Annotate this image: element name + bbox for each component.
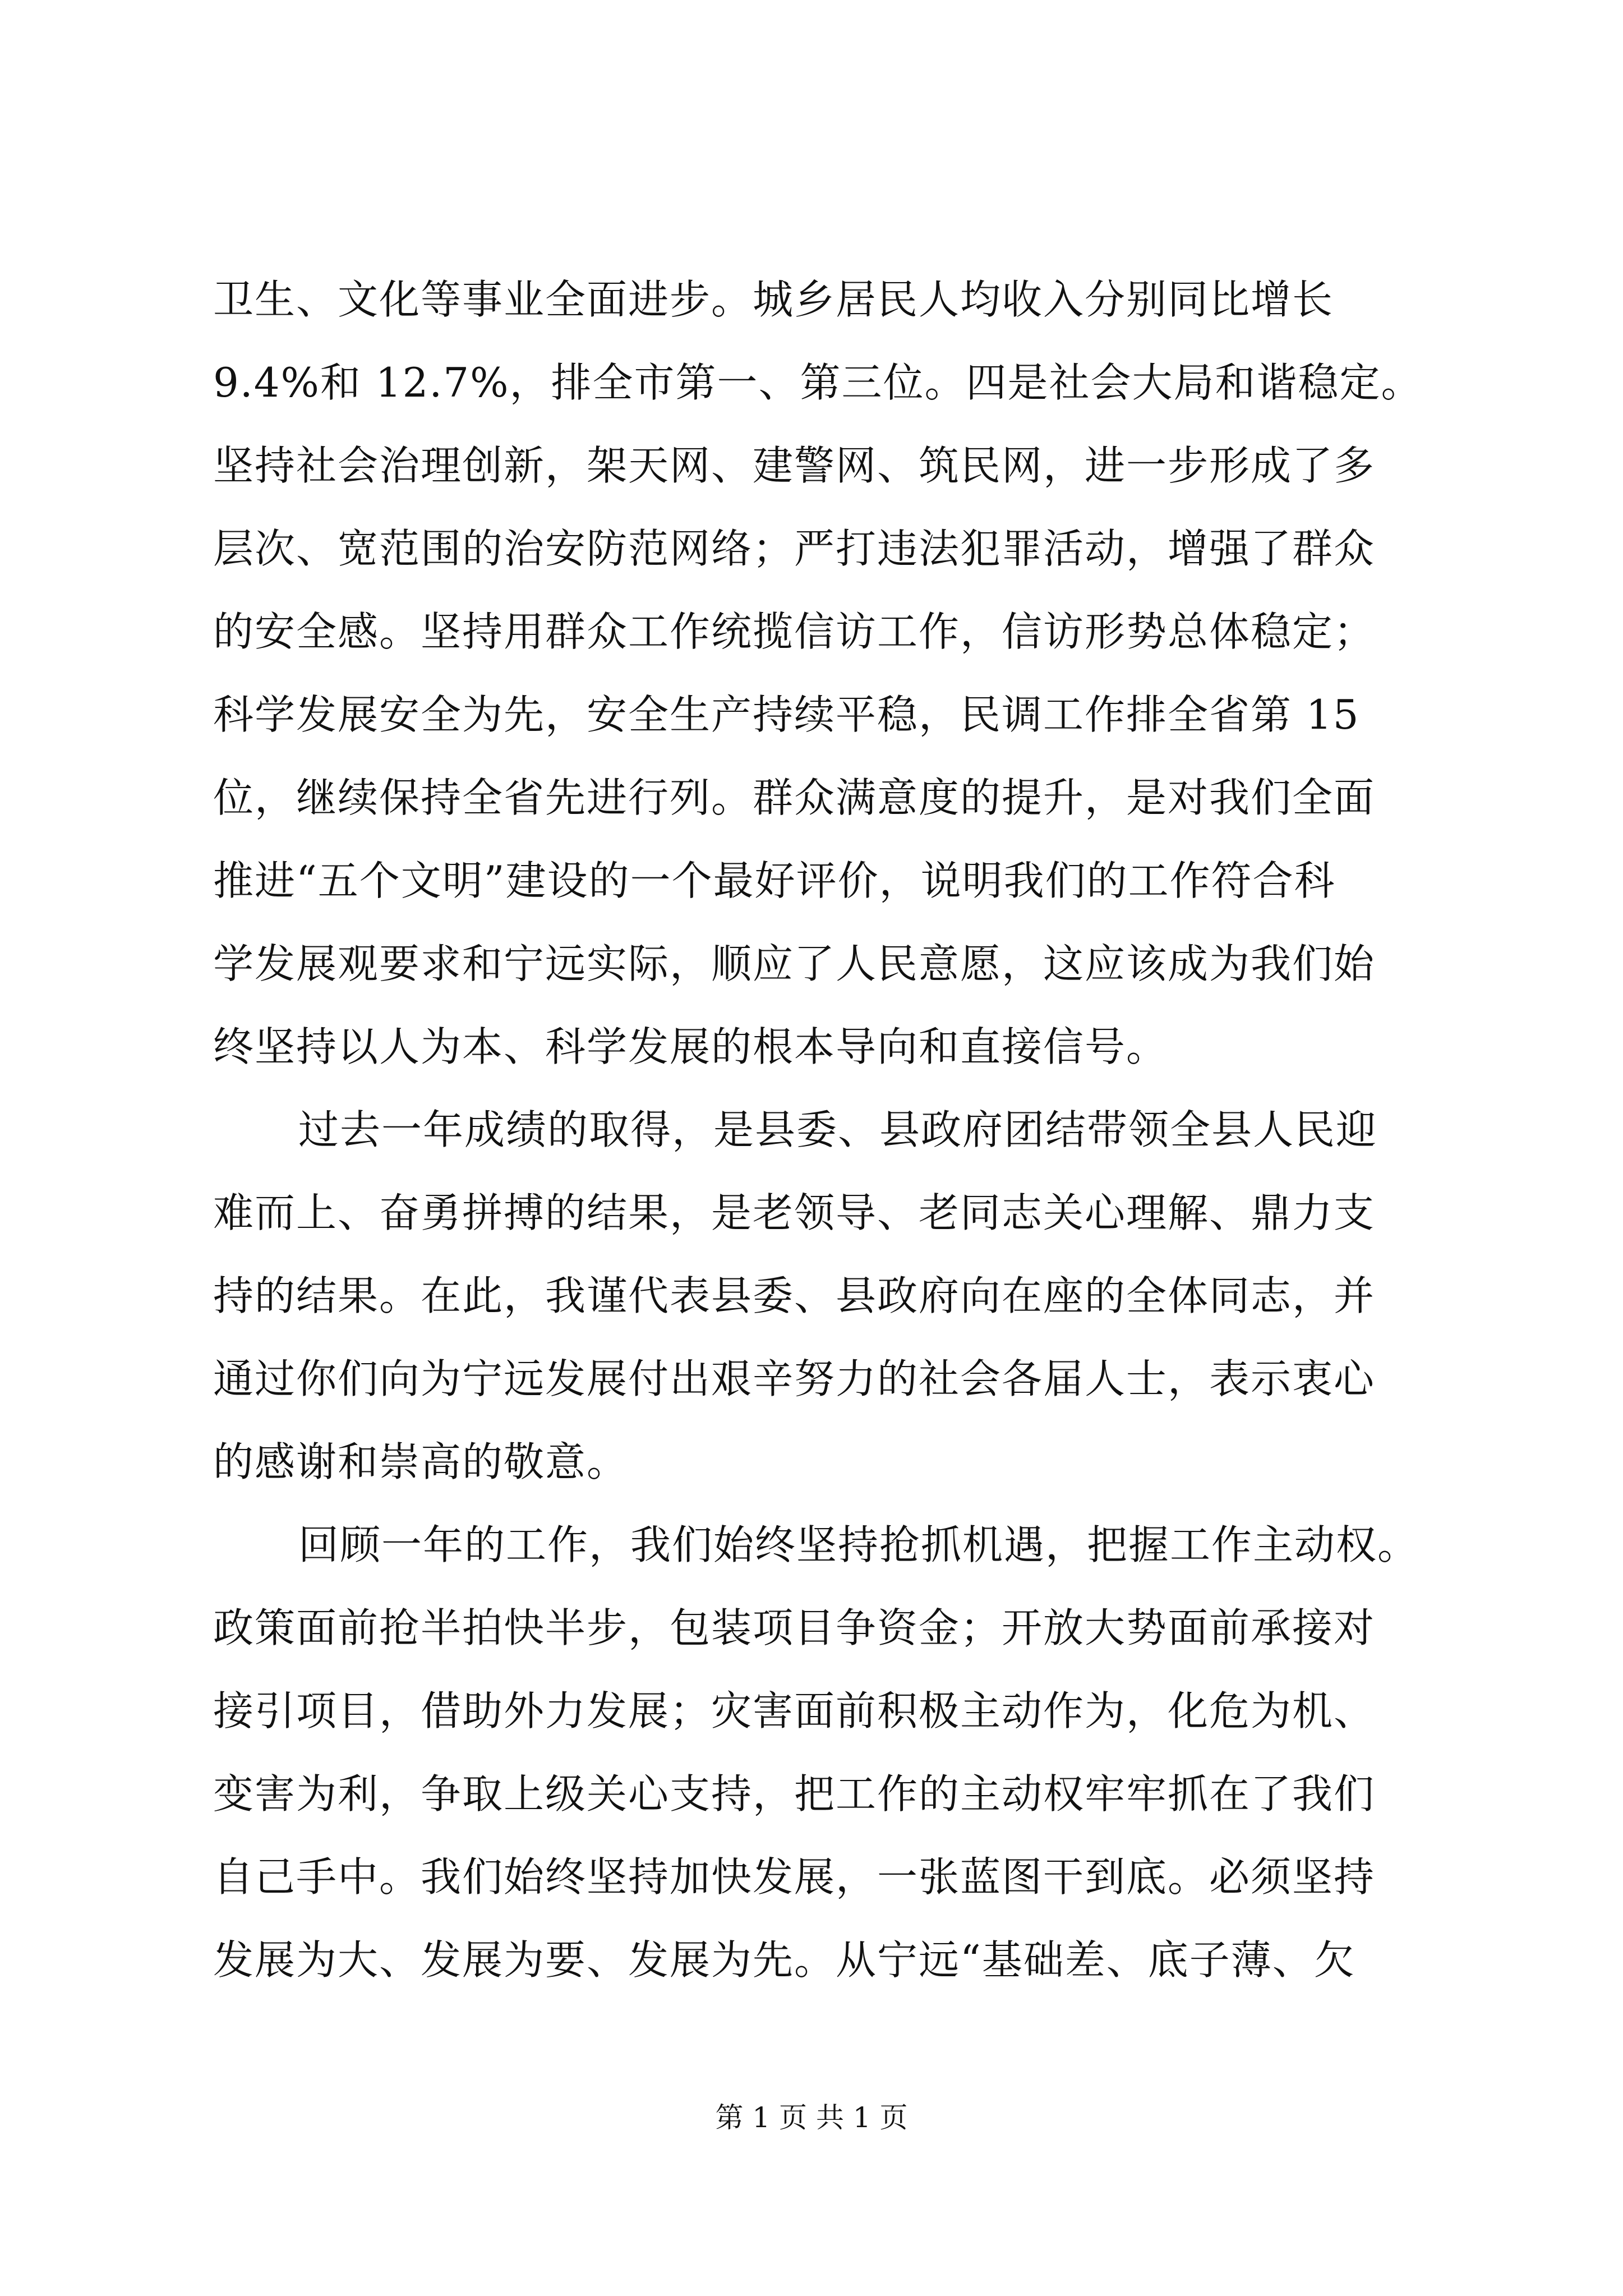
text-line: 接引项目，借助外力发展；灾害面前积极主动作为，化危为机、 [213, 1687, 1376, 1734]
text-line: 终坚持以人为本、科学发展的根本导向和直接信号。 [213, 1023, 1168, 1070]
text-line: 政策面前抢半拍快半步，包装项目争资金；开放大势面前承接对 [213, 1604, 1376, 1651]
page-footer: 第 1 页 共 1 页 [715, 2101, 908, 2134]
text-line: 学发展观要求和宁远实际，顺应了人民意愿，这应该成为我们始 [213, 940, 1376, 987]
text-line: 难而上、奋勇拼搏的结果，是老领导、老同志关心理解、鼎力支 [213, 1189, 1376, 1236]
text-line: 的安全感。坚持用群众工作统揽信访工作，信访形势总体稳定； [213, 608, 1376, 655]
text-line: 坚持社会治理创新，架天网、建警网、筑民网，进一步形成了多 [213, 442, 1376, 489]
text-line: 科学发展安全为先，安全生产持续平稳，民调工作排全省第 15 [213, 691, 1360, 738]
text-line: 9.4%和 12.7%，排全市第一、第三位。四是社会大局和谐稳定。 [213, 359, 1423, 406]
text-line: 位，继续保持全省先进行列。群众满意度的提升，是对我们全面 [213, 774, 1376, 821]
paragraph-first-line: 回顾一年的工作，我们始终坚持抢抓机遇，把握工作主动权。 [298, 1521, 1419, 1568]
text-line: 层次、宽范围的治安防范网络；严打违法犯罪活动，增强了群众 [213, 525, 1376, 572]
text-line: 推进“五个文明”建设的一个最好评价，说明我们的工作符合科 [213, 857, 1336, 904]
text-line: 的感谢和崇高的敬意。 [213, 1438, 629, 1485]
text-line: 通过你们向为宁远发展付出艰辛努力的社会各届人士，表示衷心 [213, 1355, 1376, 1402]
text-line: 自己手中。我们始终坚持加快发展，一张蓝图干到底。必须坚持 [213, 1853, 1376, 1901]
paragraph-first-line: 过去一年成绩的取得，是县委、县政府团结带领全县人民迎 [298, 1106, 1378, 1153]
text-line: 变害为利，争取上级关心支持，把工作的主动权牢牢抓在了我们 [213, 1770, 1376, 1818]
text-line: 卫生、文化等事业全面进步。城乡居民人均收入分别同比增长 [213, 276, 1334, 323]
text-line: 发展为大、发展为要、发展为先。从宁远“基础差、底子薄、欠 [213, 1936, 1355, 1984]
body-text [213, 258, 1469, 2001]
text-line: 持的结果。在此，我谨代表县委、县政府向在座的全体同志，并 [213, 1272, 1376, 1319]
